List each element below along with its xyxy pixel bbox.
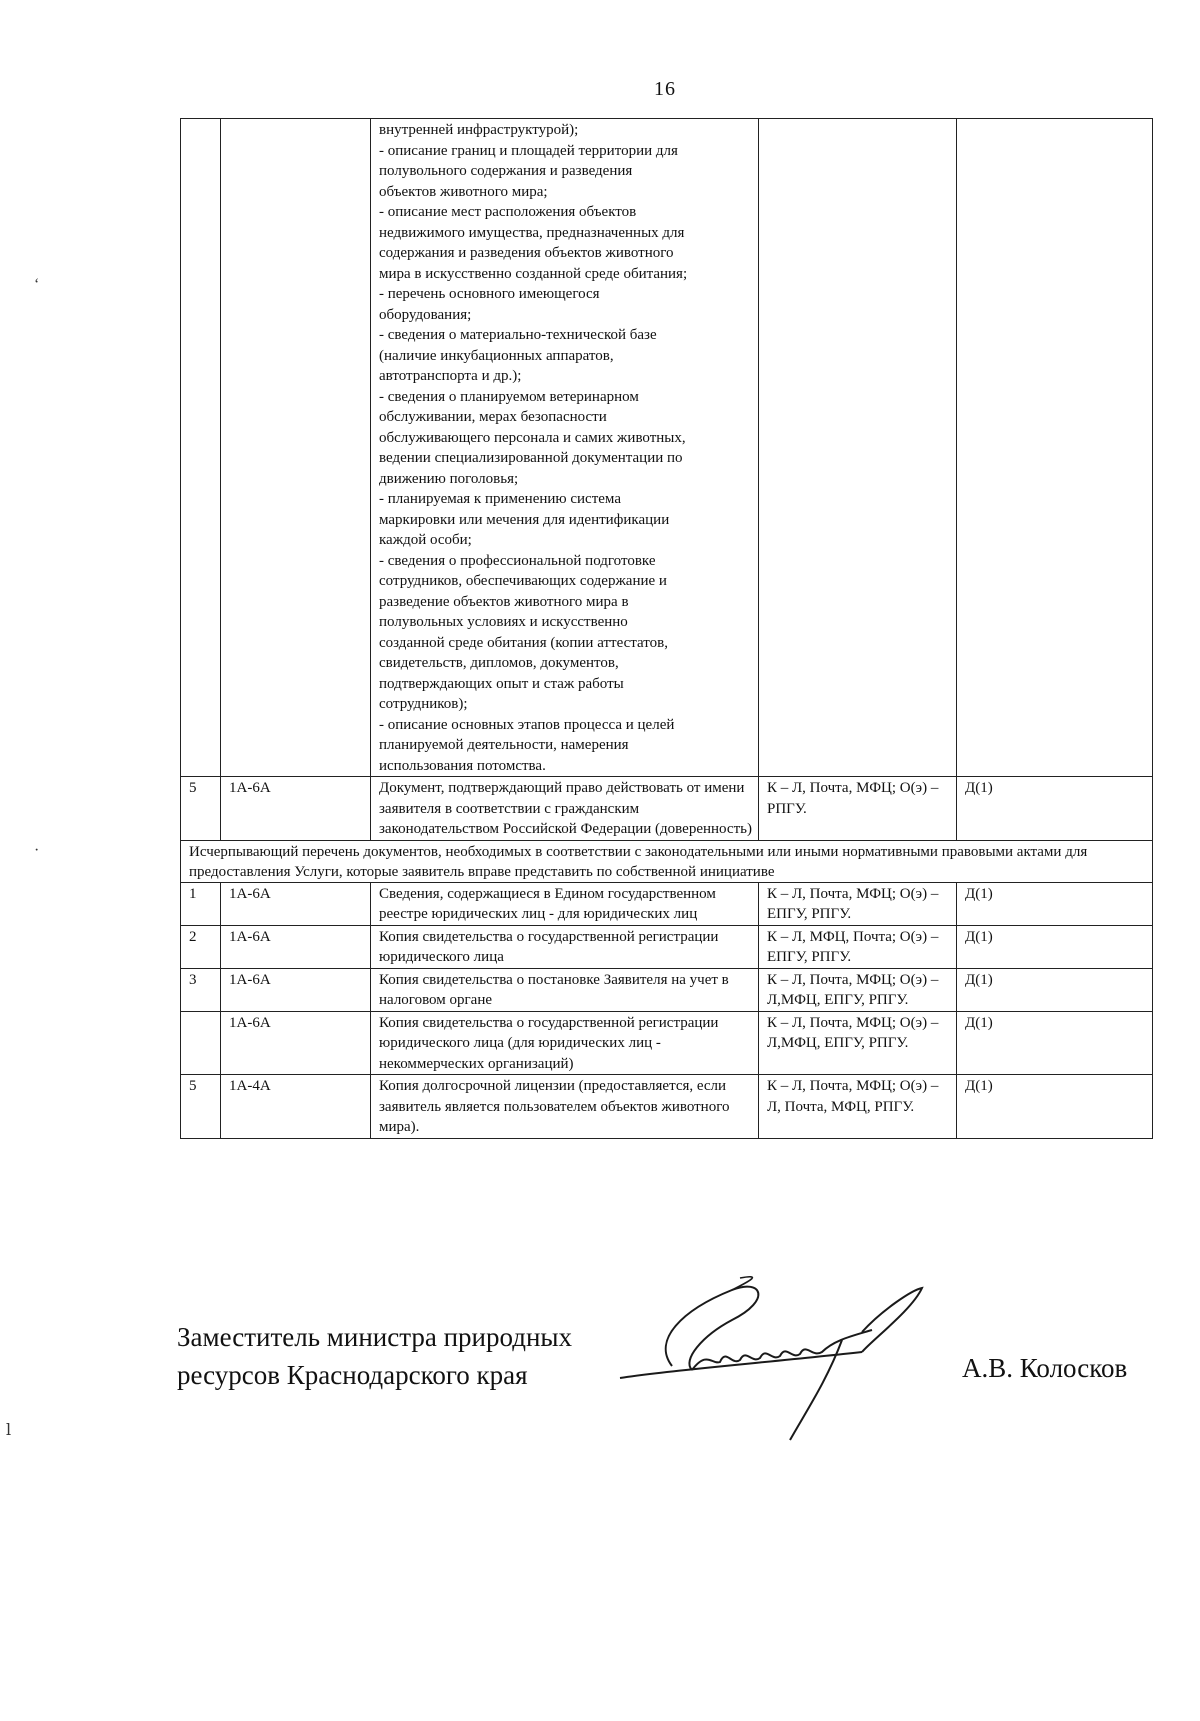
row-method: К – Л, Почта, МФЦ; О(э) – Л, Почта, МФЦ, РПГУ. bbox=[759, 1075, 957, 1139]
row-number: 5 bbox=[181, 777, 221, 841]
row-number: 5 bbox=[181, 1075, 221, 1139]
description-line: созданной среде обитания (копии аттестатов, bbox=[379, 634, 668, 651]
description-line: свидетельств, дипломов, документов, bbox=[379, 655, 619, 671]
description-line: автотранспорта и др.); bbox=[379, 368, 522, 384]
description-line: сотрудников, обеспечивающих содержание и bbox=[379, 573, 667, 589]
row-number bbox=[181, 1011, 221, 1075]
row-result: Д(1) bbox=[957, 1075, 1153, 1139]
margin-mark: ʻ bbox=[34, 276, 40, 293]
signature-position-line-1: Заместитель министра природных bbox=[177, 1322, 573, 1352]
row-method: К – Л, МФЦ, Почта; О(э) – ЕПГУ, РПГУ. bbox=[759, 925, 957, 968]
row-result: Д(1) bbox=[957, 1011, 1153, 1075]
description-line: использования потомства. bbox=[379, 757, 546, 774]
row-document: Копия долгосрочной лицензии (предоставляется, если заявитель является пользователем объектов животного мира). bbox=[371, 1075, 759, 1139]
description-line: - описание границ и площадей территории для bbox=[379, 142, 678, 159]
description-line: - описание мест расположения объектов bbox=[379, 204, 637, 220]
description-line: каждой особи; bbox=[379, 532, 472, 548]
description-line: недвижимого имущества, предназначенных для bbox=[379, 224, 685, 241]
continued-num-cell bbox=[181, 119, 221, 777]
row-document: Копия свидетельства о государственной регистрации юридического лица bbox=[371, 925, 759, 968]
continued-row bbox=[181, 119, 1153, 777]
row-method: К – Л, Почта, МФЦ; О(э) – Л,МФЦ, ЕПГУ, РПГУ. bbox=[759, 968, 957, 1011]
description-line: обслуживании, мерах безопасности bbox=[379, 409, 607, 425]
table-row bbox=[181, 925, 1153, 968]
row-code: 1А-6А bbox=[221, 968, 371, 1011]
row-result: Д(1) bbox=[957, 925, 1153, 968]
signature-position-line-2: ресурсов Краснодарского края bbox=[177, 1360, 528, 1390]
description-line: (наличие инкубационных аппаратов, bbox=[379, 347, 614, 364]
row-code: 1А-6А bbox=[221, 1011, 371, 1075]
margin-mark: · bbox=[34, 842, 40, 859]
row-method: К – Л, Почта, МФЦ; О(э) – ЕПГУ, РПГУ. bbox=[759, 882, 957, 925]
row-number: 1 bbox=[181, 882, 221, 925]
margin-mark: ⅼ bbox=[6, 1422, 12, 1439]
description-line: планируемой деятельности, намерения bbox=[379, 737, 629, 753]
description-line: разведение объектов животного мира в bbox=[379, 593, 629, 610]
handwritten-signature bbox=[612, 1270, 952, 1450]
description-line: маркировки или мечения для идентификации bbox=[379, 511, 670, 528]
row-result: Д(1) bbox=[957, 777, 1153, 841]
table-row bbox=[181, 1011, 1153, 1075]
row-document: Документ, подтверждающий право действовать от имени заявителя в соответствии с гражданским законодательством Российской Федерации (доверенность) bbox=[371, 777, 759, 841]
row-result: Д(1) bbox=[957, 882, 1153, 925]
table-row bbox=[181, 777, 1153, 841]
row-method: К – Л, Почта, МФЦ; О(э) – Л,МФЦ, ЕПГУ, РПГУ. bbox=[759, 1011, 957, 1075]
description-line: - перечень основного имеющегося bbox=[379, 286, 600, 302]
documents-table bbox=[180, 118, 1153, 1139]
description-line: - сведения о профессиональной подготовке bbox=[379, 552, 656, 569]
row-code: 1А-4А bbox=[221, 1075, 371, 1139]
continued-description-cell bbox=[371, 119, 759, 777]
row-number: 2 bbox=[181, 925, 221, 968]
continued-result-cell bbox=[957, 119, 1153, 777]
table-row bbox=[181, 968, 1153, 1011]
description-line: сотрудников); bbox=[379, 696, 468, 712]
description-line: оборудования; bbox=[379, 306, 472, 323]
section-heading: Исчерпывающий перечень документов, необходимых в соответствии с законодательными или иными нормативными правовыми актами для предоставления Услуги, которые заявитель вправе представить по собственной инициативе bbox=[181, 840, 1153, 882]
description-line: - сведения о материально-технической базе bbox=[379, 327, 657, 343]
description-line: внутренней инфраструктурой); bbox=[379, 122, 579, 138]
signature-position bbox=[177, 1318, 572, 1394]
section-heading-row bbox=[181, 840, 1153, 882]
row-document: Копия свидетельства о постановке Заявителя на учет в налоговом органе bbox=[371, 968, 759, 1011]
description-line: объектов животного мира; bbox=[379, 183, 548, 200]
description-line: содержания и разведения объектов животного bbox=[379, 245, 674, 261]
row-code: 1А-6А bbox=[221, 882, 371, 925]
description-line: - описание основных этапов процесса и целей bbox=[379, 716, 675, 733]
table-row bbox=[181, 882, 1153, 925]
row-result: Д(1) bbox=[957, 968, 1153, 1011]
description-line: - сведения о планируемом ветеринарном bbox=[379, 388, 639, 405]
description-line: ведении специализированной документации по bbox=[379, 450, 683, 466]
description-line: полувольных условиях и искусственно bbox=[379, 614, 628, 630]
continued-code-cell bbox=[221, 119, 371, 777]
description-line: - планируемая к применению система bbox=[379, 491, 621, 507]
description-line: движению поголовья; bbox=[379, 470, 519, 487]
row-code: 1А-6А bbox=[221, 925, 371, 968]
continued-method-cell bbox=[759, 119, 957, 777]
signer-name: А.В. Колосков bbox=[962, 1353, 1128, 1383]
description-line: мира в искусственно созданной среде обитания; bbox=[379, 265, 688, 282]
table-row bbox=[181, 1075, 1153, 1139]
page-number: 16 bbox=[654, 78, 676, 100]
row-document: Сведения, содержащиеся в Едином государственном реестре юридических лиц - для юридических лиц bbox=[371, 882, 759, 925]
description-line: полувольного содержания и разведения bbox=[379, 163, 633, 179]
row-number: 3 bbox=[181, 968, 221, 1011]
row-document: Копия свидетельства о государственной регистрации юридического лица (для юридических лиц - некоммерческих организаций) bbox=[371, 1011, 759, 1075]
description-line: подтверждающих опыт и стаж работы bbox=[379, 675, 624, 692]
row-code: 1А-6А bbox=[221, 777, 371, 841]
row-method: К – Л, Почта, МФЦ; О(э) – РПГУ. bbox=[759, 777, 957, 841]
description-line: обслуживающего персонала и самих животных, bbox=[379, 429, 686, 446]
documents-table-body bbox=[181, 119, 1153, 1139]
